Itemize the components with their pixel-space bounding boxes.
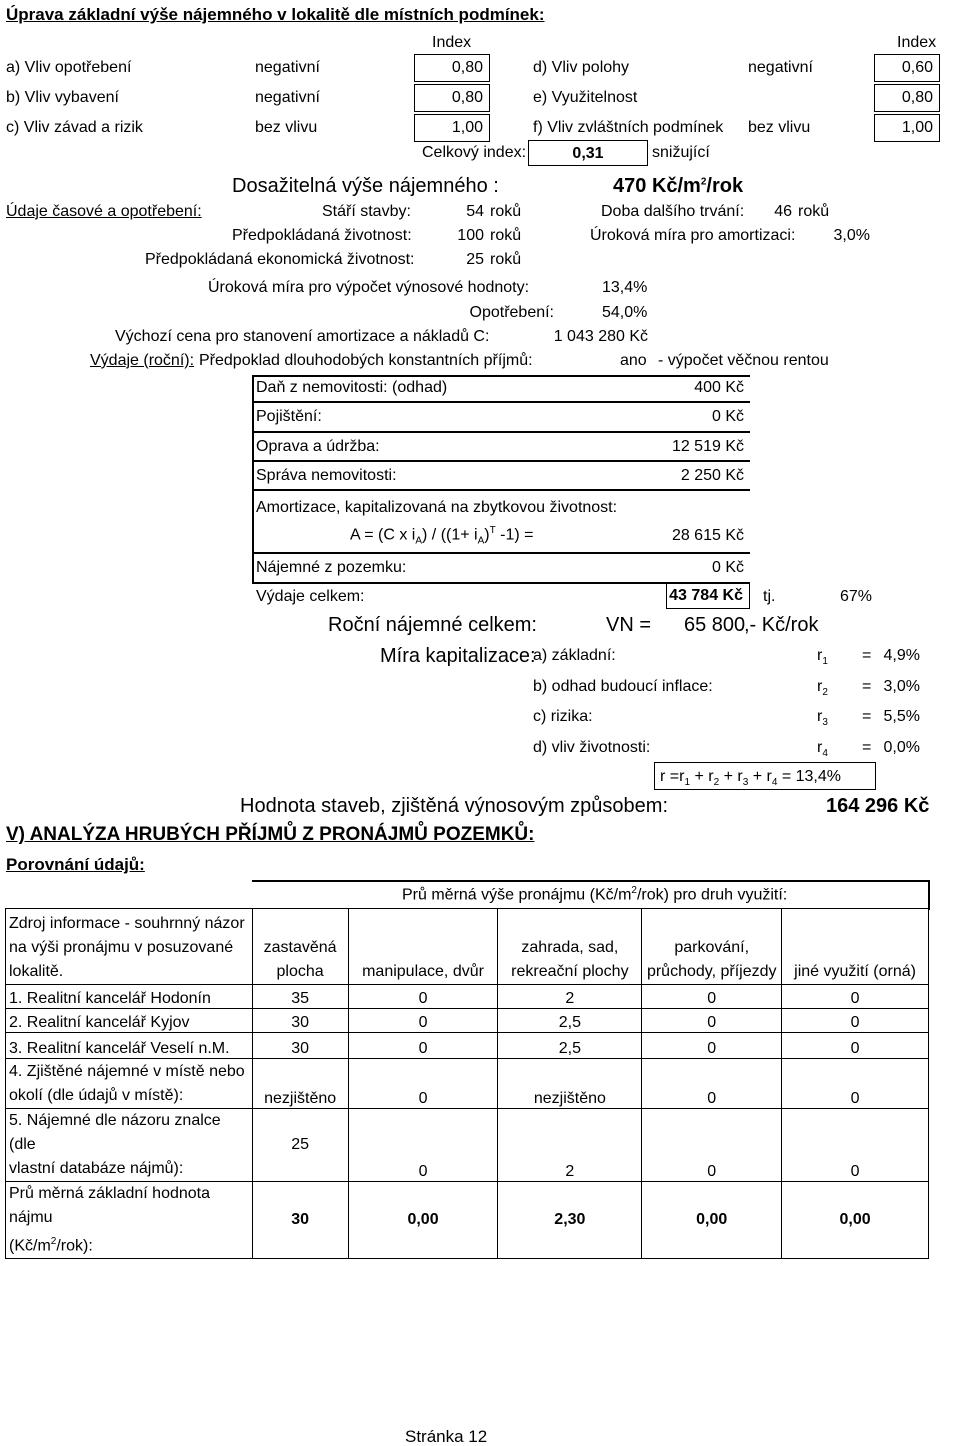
table-cell: 0	[642, 1059, 782, 1109]
factor-d-state: negativní	[748, 59, 813, 76]
table-cell: nezjištěno	[252, 1059, 348, 1109]
page-title: Úprava základní výše nájemného v lokalitě dle místních podmínek:	[6, 5, 545, 24]
factor-c-label: c) Vliv závad a rizik	[6, 119, 143, 136]
table-cell: 2	[498, 1109, 642, 1182]
achievable-rent-unit-sup: 2	[700, 176, 707, 188]
section-subtitle: Porovnání údajů:	[6, 855, 145, 874]
table-average-cell: 0,00	[348, 1182, 498, 1259]
table-col-header: parkování, průchody, příjezdy	[642, 909, 782, 985]
age-value: 54	[466, 203, 484, 220]
table-cell: 0	[782, 985, 929, 1009]
income-rate-value: 13,4%	[602, 279, 648, 296]
total-index-label: Celkový index:	[422, 144, 527, 161]
table-cell: 2	[498, 985, 642, 1009]
cap-rate-item-label: a) základní:	[533, 647, 616, 664]
econ-life-unit: roků	[490, 251, 522, 268]
expenses-total-pct: 67%	[840, 588, 873, 605]
factor-d-value: 0,60	[901, 59, 933, 76]
formula-sup: T	[489, 525, 496, 536]
table-cell: 0	[348, 985, 498, 1009]
factor-c-value: 1,00	[451, 119, 483, 136]
page-footer: Stránka 12	[405, 1427, 488, 1446]
expenses-row-divider	[252, 552, 750, 554]
cap-rate-item-label: b) odhad budoucí inflace:	[533, 678, 713, 695]
amortization-formula	[350, 526, 534, 547]
life-value: 100	[457, 227, 484, 244]
expenses-frame-top	[252, 375, 750, 377]
cap-rate-item-label: c) rizika:	[533, 708, 593, 725]
table-cell: 35	[252, 985, 348, 1009]
econ-life-value: 25	[466, 251, 484, 268]
expenses-header-answer: ano	[620, 352, 647, 369]
building-value: 164 296 Kč	[826, 795, 930, 817]
cap-rate-eq: =	[862, 708, 872, 725]
cap-rate-sum: $r =r_1 + r_2 + r_3 + r_4 = 13,4\%$	[660, 768, 841, 789]
formula-part: )	[484, 526, 490, 544]
annual-rent-label: Roční nájemné celkem:	[328, 614, 537, 636]
cap-rate-item-label: d) vliv životnosti:	[533, 739, 651, 756]
factor-f-box	[874, 114, 940, 142]
building-value-label: Hodnota staveb, zjištěná výnosovým způsobem:	[240, 795, 668, 817]
table-cell: 0	[348, 1009, 498, 1033]
factor-b-label: b) Vliv vybavení	[6, 89, 119, 106]
expenses-total-value: 43 784 Kč	[669, 587, 743, 604]
age-label: Stáří stavby:	[322, 203, 411, 220]
expenses-row-divider	[252, 489, 750, 491]
table-cell: 25	[252, 1109, 348, 1182]
cap-rate-value: 3,0%	[883, 678, 920, 695]
base-price-label: Výchozí cena pro stanovení amortizace a nákladů C:	[115, 328, 490, 345]
section-title: V) ANALÝZA HRUBÝCH PŘÍJMŮ Z PRONÁJMŮ POZEMKŮ:	[6, 824, 535, 845]
expenses-header-note: - výpočet věčnou rentou	[658, 352, 829, 369]
cap-rate-eq: =	[862, 678, 872, 695]
table-cell: 0	[782, 1059, 929, 1109]
formula-part: -1) =	[495, 526, 534, 544]
base-price-value: 1 043 280 Kč	[553, 328, 648, 345]
table-average-cell: 0,00	[642, 1182, 782, 1259]
table-group-top	[252, 880, 930, 882]
expense-label: Daň z nemovitosti: (odhad)	[256, 379, 448, 396]
formula-sub: A	[415, 535, 423, 547]
table-cell: 0	[642, 985, 782, 1009]
factor-a-state: negativní	[255, 59, 320, 76]
annual-rent-unit: ,- Kč/rok	[744, 614, 819, 636]
life-unit: roků	[490, 227, 522, 244]
formula-part: A = (C x i	[350, 526, 416, 544]
formula-part: ) / ((1+ i	[422, 526, 478, 544]
cap-rate-symbol: $r_3$	[817, 708, 828, 729]
comparison-table	[5, 908, 929, 1259]
annual-rent-vn: VN =	[606, 614, 652, 636]
remaining-value: 46	[774, 203, 792, 220]
table-average-cell: 30	[252, 1182, 348, 1259]
expenses-total-label: Výdaje celkem:	[256, 588, 365, 605]
expense-label: Pojištění:	[256, 408, 322, 425]
expense-label: Správa nemovitosti:	[256, 467, 397, 484]
total-index-box	[528, 140, 648, 166]
table-cell: 0	[348, 1033, 498, 1059]
factor-f-label: f) Vliv zvláštních podmínek	[533, 119, 724, 136]
factor-a-box	[414, 54, 490, 82]
table-source-cell: 2. Realitní kancelář Kyjov	[6, 1009, 253, 1033]
table-row	[6, 1033, 929, 1059]
table-group-right	[928, 880, 930, 910]
index-header-left: Index	[432, 34, 472, 51]
amort-rate-value: 3,0%	[833, 227, 870, 244]
income-rate-label: Úroková míra pro výpočet výnosové hodnoty:	[208, 279, 530, 296]
land-rent-label: Nájemné z pozemku:	[256, 559, 407, 576]
achievable-rent-unit-post: /rok	[706, 175, 744, 197]
expenses-row-divider	[252, 460, 750, 462]
table-cell: 30	[252, 1033, 348, 1059]
factor-e-label: e) Využitelnost	[533, 89, 638, 106]
table-row	[6, 1109, 929, 1182]
table-average-row	[6, 1182, 929, 1259]
table-cell: 0	[782, 1009, 929, 1033]
table-cell: 0	[782, 1033, 929, 1059]
wear-section-label: Údaje časové a opotřebení:	[6, 203, 202, 220]
factor-b-state: negativní	[255, 89, 320, 106]
total-index-value: 0,31	[572, 145, 604, 162]
age-unit: roků	[490, 203, 522, 220]
remaining-unit: roků	[798, 203, 830, 220]
econ-life-label: Předpokládaná ekonomická životnost:	[145, 251, 415, 268]
table-cell: nezjištěno	[498, 1059, 642, 1109]
formula-sub: A	[477, 535, 485, 547]
table-row	[6, 1009, 929, 1033]
expense-value: 12 519 Kč	[671, 438, 744, 455]
cap-rate-symbol: $r_4$	[817, 739, 828, 760]
factor-b-value: 0,80	[451, 89, 483, 106]
expenses-total-tj: tj.	[763, 588, 776, 605]
expense-label: Oprava a údržba:	[256, 438, 380, 455]
remaining-label: Doba dalšího trvání:	[601, 203, 745, 220]
expenses-header-label: Výdaje (roční):	[90, 352, 195, 369]
table-cell: 0	[782, 1109, 929, 1182]
cap-rate-value: 4,9%	[883, 647, 920, 664]
cap-rate-sum-box	[654, 762, 876, 790]
wear-value: 54,0%	[602, 304, 648, 321]
table-cell: 0	[348, 1109, 498, 1182]
table-source-header: Zdroj informace - souhrnný názor na výši pronájmu v posuzované lokalitě.	[6, 909, 253, 985]
factor-a-label: a) Vliv opotřebení	[6, 59, 132, 76]
table-cell: 0	[642, 1033, 782, 1059]
expense-value: 0 Kč	[711, 408, 744, 425]
index-header-right: Index	[897, 34, 937, 51]
expenses-header-text: Předpoklad dlouhodobých konstantních příjmů:	[199, 352, 533, 369]
table-col-header: zastavěná plocha	[252, 909, 348, 985]
table-group-header: Prů měrná výše pronájmu $(Kč/m^2/rok)$ pro druh využití:	[402, 885, 788, 904]
total-index-note: snižující	[652, 144, 710, 161]
amortization-label: Amortizace, kapitalizovaná na zbytkovou životnost:	[256, 499, 618, 516]
factor-b-box	[414, 84, 490, 112]
table-average-cell: 0,00	[782, 1182, 929, 1259]
table-source-cell: 3. Realitní kancelář Veselí n.M.	[6, 1033, 253, 1059]
cap-rate-symbol: $r_1$	[817, 647, 828, 668]
cap-rate-value: 0,0%	[883, 739, 920, 756]
table-source-cell: 5. Nájemné dle názoru znalce (dle vlastní databáze nájmů):	[6, 1109, 253, 1182]
expense-value: 2 250 Kč	[680, 467, 744, 484]
expenses-row-divider	[252, 401, 750, 403]
table-header-row	[6, 909, 929, 985]
table-row	[6, 985, 929, 1009]
table-row	[6, 1059, 929, 1109]
factor-f-value: 1,00	[901, 119, 933, 136]
factor-c-state: bez vlivu	[255, 119, 318, 136]
cap-rate-symbol: $r_2$	[817, 678, 828, 699]
land-rent-value: 0 Kč	[711, 559, 744, 576]
table-col-header: manipulace, dvůr	[348, 909, 498, 985]
factor-f-state: bez vlivu	[748, 119, 811, 136]
table-cell: 0	[642, 1009, 782, 1033]
annual-rent-value: 65 800	[684, 614, 746, 636]
table-average-source: Prů měrná základní hodnota nájmu $(Kč/m^2/rok)$:	[6, 1182, 253, 1259]
table-col-header: jiné využití (orná)	[782, 909, 929, 985]
cap-rate-eq: =	[862, 647, 872, 664]
table-source-cell: 4. Zjištěné nájemné v místě nebo okolí (dle údajů v místě):	[6, 1059, 253, 1109]
life-label: Předpokládaná životnost:	[232, 227, 412, 244]
table-col-header: zahrada, sad, rekreační plochy	[498, 909, 642, 985]
expenses-row-divider	[252, 431, 750, 433]
expense-value: 400 Kč	[694, 379, 744, 396]
table-cell: 0	[348, 1059, 498, 1109]
achievable-rent-value	[613, 176, 743, 196]
table-cell: 0	[642, 1109, 782, 1182]
factor-c-box	[414, 114, 490, 142]
factor-a-value: 0,80	[451, 59, 483, 76]
table-source-cell: 1. Realitní kancelář Hodonín	[6, 985, 253, 1009]
factor-d-label: d) Vliv polohy	[533, 59, 630, 76]
factor-e-value: 0,80	[901, 89, 933, 106]
factor-d-box	[874, 54, 940, 82]
table-cell: 2,5	[498, 1033, 642, 1059]
cap-rate-eq: =	[862, 739, 872, 756]
table-cell: 30	[252, 1009, 348, 1033]
table-cell: 2,5	[498, 1009, 642, 1033]
cap-rate-sum-value: 13,4%	[795, 768, 841, 785]
cap-rate-label: Míra kapitalizace:	[380, 645, 536, 667]
amortization-value: 28 615 Kč	[671, 527, 744, 544]
achievable-rent-unit: Kč/m	[651, 175, 701, 197]
amort-rate-label: Úroková míra pro amortizaci:	[590, 227, 796, 244]
factor-e-box	[874, 84, 940, 112]
wear-label: Opotřebení:	[469, 304, 554, 321]
achievable-rent-label: Dosažitelná výše nájemného :	[232, 175, 499, 197]
cap-rate-value: 5,5%	[883, 708, 920, 725]
achievable-rent-number: 470	[613, 175, 647, 197]
expenses-total-box	[666, 583, 750, 609]
table-average-cell: 2,30	[498, 1182, 642, 1259]
